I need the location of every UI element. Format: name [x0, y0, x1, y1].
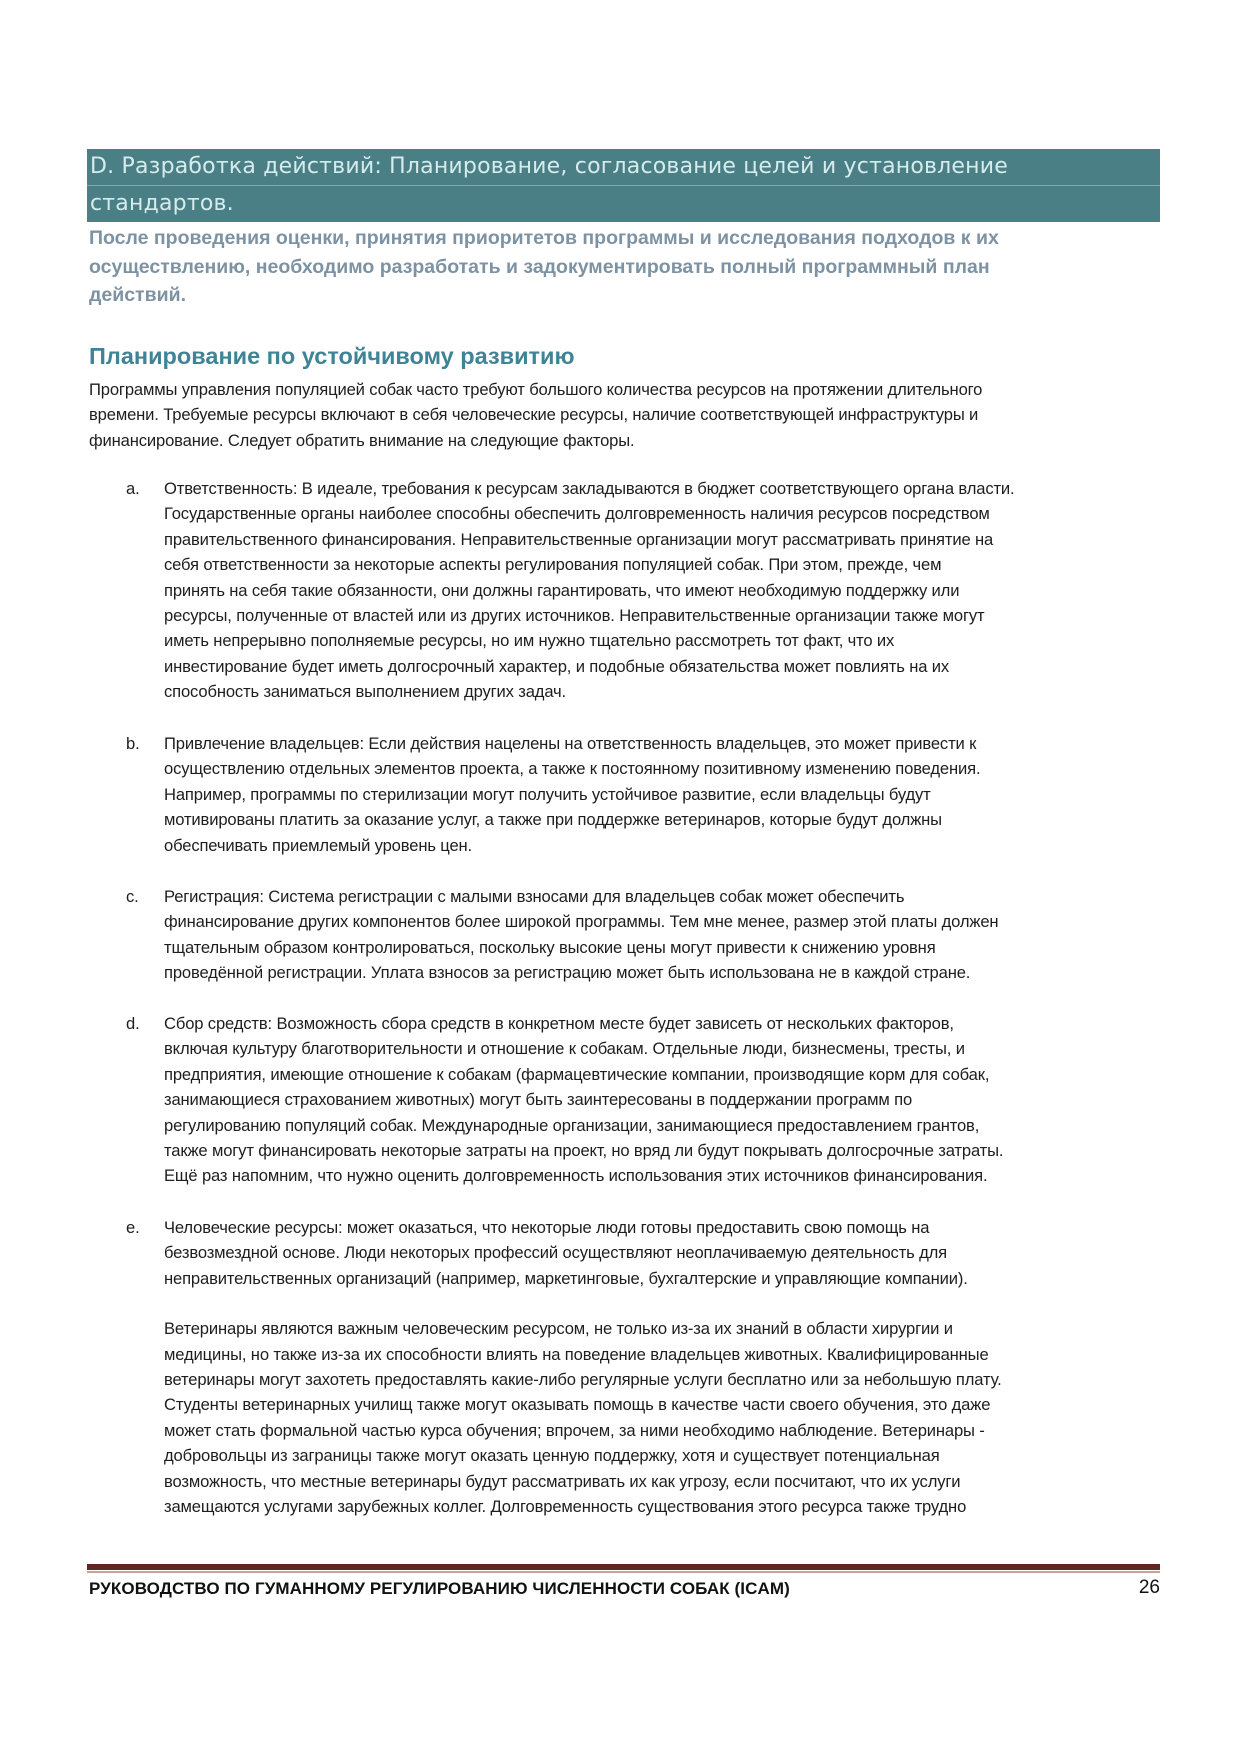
text-line: предприятия, имеющие отношение к собакам (фармацевтические компании, производящие корм для собак,: [164, 1064, 990, 1084]
text-line: Ещё раз напомним, что нужно оценить долговременность использования этих источников финансирования.: [164, 1166, 988, 1186]
text-line: Например, программы по стерилизации могут получить устойчивое развитие, если владельцы будут: [164, 784, 931, 804]
text-line: финансирование других компонентов более широкой программы. Тем мне менее, размер этой платы должен: [164, 912, 999, 932]
text-line: себя ответственности за некоторые аспекты регулирования популяцией собак. При этом, прежде, чем: [164, 555, 942, 575]
intro-line: действий.: [89, 284, 186, 306]
text-line: Государственные органы наиболее способны обеспечить долговременность наличия ресурсов посредством: [164, 504, 990, 524]
section-title-band: [87, 149, 1160, 222]
text-line: неправительственных организаций (например, маркетинговые, бухгалтерские и управляющие компании).: [164, 1268, 968, 1288]
list-item-b: [89, 731, 1169, 858]
list-item-text: [164, 884, 1169, 986]
paragraph-spacer: [164, 1291, 1169, 1316]
lead-line: времени. Требуемые ресурсы включают в себя человеческие ресурсы, наличие соответствующей инфраструктуры и: [89, 405, 979, 425]
list-marker: c.: [126, 887, 139, 906]
text-line: проведённой регистрации. Уплата взносов за регистрацию может быть использована не в каждой стране.: [164, 963, 971, 983]
text-line: принять на себя такие обязанности, они должны гарантировать, что имеют необходимую поддержку или: [164, 580, 960, 600]
text-line: добровольцы из заграницы также могут оказать ценную поддержку, хотя и существует потенциальная: [164, 1446, 940, 1466]
text-line: медицины, но также из-за их способности влиять на поведение владельцев животных. Квалифицированные: [164, 1344, 989, 1364]
text-line: Регистрация: Система регистрации с малыми взносами для владельцев собак может обеспечить: [164, 887, 905, 906]
list-item-a: [89, 476, 1169, 705]
text-line: безвозмездной основе. Люди некоторых профессий осуществляют неоплачиваемую деятельность для: [164, 1243, 948, 1263]
text-line: включая культуру благотворительности и отношение к собакам. Отдельные люди, бизнесмены, тресты, и: [164, 1039, 965, 1059]
intro-line: осуществлению, необходимо разработать и задокументировать полный программный план: [89, 255, 990, 278]
text-line: осуществлению отдельных элементов проекта, а также к постоянному позитивному изменению поведения.: [164, 759, 981, 779]
footer-title: РУКОВОДСТВО ПО ГУМАННОМУ РЕГУЛИРОВАНИЮ ЧИСЛЕННОСТИ СОБАК (ICAM): [89, 1579, 790, 1598]
list-item-e: [89, 1215, 1169, 1519]
text-line: тщательным образом контролироваться, поскольку высокие цены могут привести к снижению уровня: [164, 937, 936, 957]
text-line: замещаются услугами зарубежных коллег. Долговременность существования этого ресурса также трудно: [164, 1497, 967, 1517]
list-item-text: [164, 1215, 1169, 1519]
text-line: может стать формальной частью курса обучения; впрочем, за ними необходимо наблюдение. Ветеринары -: [164, 1420, 985, 1440]
text-line: обеспечивать приемлемый уровень цен.: [164, 835, 473, 855]
text-line: иметь непрерывно пополняемые ресурсы, но им нужно тщательно рассмотреть тот факт, что их: [164, 631, 895, 651]
text-line: Студенты ветеринарных училищ также могут оказывать помощь в качестве части своего обучения, это даже: [164, 1395, 991, 1415]
text-line: занимающиеся страхованием животных) могут быть заинтересованы в поддержании программ по: [164, 1090, 913, 1110]
text-line: правительственного финансирования. Неправительственные организации могут рассматривать принятие на: [164, 529, 994, 549]
text-line: также могут финансировать некоторые затраты на проект, но вряд ли будут покрывать долгосрочные затраты.: [164, 1141, 1004, 1161]
list-item-c: [89, 884, 1169, 986]
text-line: Человеческие ресурсы: может оказаться, что некоторые люди готовы предоставить свою помощь на: [164, 1218, 930, 1237]
text-line: Привлечение владельцев: Если действия нацелены на ответственность владельцев, это может привести к: [164, 734, 977, 753]
section-intro: [89, 224, 1149, 310]
page-number: 26: [1138, 1577, 1160, 1598]
list-marker: d.: [126, 1014, 140, 1033]
subsection-lead-paragraph: [89, 377, 1169, 453]
lead-line: финансирование. Следует обратить внимание на следующие факторы.: [89, 430, 635, 450]
intro-line: После проведения оценки, принятия приоритетов программы и исследования подходов к их: [89, 227, 999, 249]
list-item-text: [164, 1011, 1169, 1189]
section-title-line-2: стандартов.: [87, 185, 1160, 222]
list-marker: b.: [126, 734, 140, 753]
section-title-line-1: D. Разработка действий: Планирование, согласование целей и установление: [90, 154, 1008, 179]
list-item-text: [164, 731, 1169, 858]
list-marker: e.: [126, 1218, 140, 1237]
text-line: ресурсы, полученные от властей или из других источников. Неправительственные организации также могут: [164, 606, 985, 626]
footer-rule-thin: [87, 1571, 1160, 1573]
text-line: способность заниматься выполнением других задач.: [164, 682, 566, 702]
text-line: Ветеринары являются важным человеческим ресурсом, не только из-за их знаний в области хирургии и: [164, 1319, 953, 1339]
list-item-d: [89, 1011, 1169, 1189]
text-line: мотивированы платить за оказание услуг, а также при поддержке ветеринаров, которые будут должны: [164, 810, 942, 830]
subsection-heading: Планирование по устойчивому развитию: [89, 343, 575, 369]
text-line: возможность, что местные ветеринары будут рассматривать их как угрозу, если посчитают, что их услуги: [164, 1471, 961, 1491]
footer-rule: [87, 1564, 1160, 1574]
list-item-text: [164, 476, 1169, 705]
text-line: Ответственность: В идеале, требования к ресурсам закладываются в бюджет соответствующего органа власти.: [164, 479, 1015, 498]
text-line: ветеринары могут захотеть предоставлять какие-либо регулярные услуги бесплатно или за небольшую плату.: [164, 1370, 1002, 1390]
lead-line: Программы управления популяцией собак часто требуют большого количества ресурсов на протяжении длительного: [89, 380, 983, 399]
text-line: регулированию популяций собак. Международные организации, занимающиеся предоставлением грантов,: [164, 1115, 980, 1135]
text-line: Сбор средств: Возможность сбора средств в конкретном месте будет зависеть от нескольких факторов,: [164, 1014, 954, 1033]
list-marker: a.: [126, 479, 140, 498]
text-line: инвестирование будет иметь долгосрочный характер, и подобные обязательства может повлиять на их: [164, 656, 950, 676]
